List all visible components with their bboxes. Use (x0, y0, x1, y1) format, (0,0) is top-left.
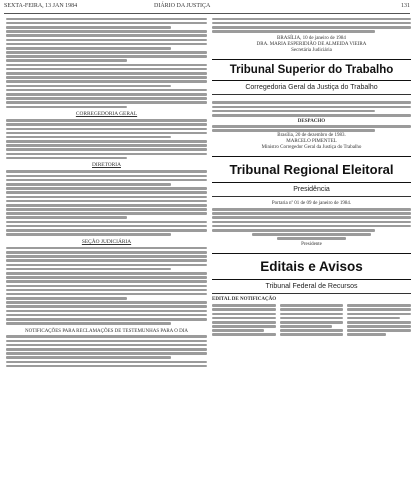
editais-columns (212, 303, 411, 338)
tst-title: Tribunal Superior do Trabalho (212, 59, 411, 81)
left-subhead-1: CORREGEDORIA GERAL (75, 111, 138, 118)
editais-section: Tribunal Federal de Recursos (212, 280, 411, 294)
tre-portaria: Portaria nº 01 de 09 de janeiro de 1984. (271, 201, 352, 207)
running-header (4, 3, 410, 14)
left-subhead-2: DIRETORIA (92, 162, 121, 169)
intro-signoff-date: BRASÍLIA, 10 de janeiro de 1984 (277, 35, 346, 41)
tst-signer-role: Ministro Corregedor Geral da Justiça do Trabalho (261, 145, 362, 151)
tre-sign-role: Presidente (301, 241, 322, 247)
editais-title: Editais e Avisos (212, 253, 411, 280)
tre-section: Presidência (212, 183, 411, 197)
left-subhead-3: SEÇÃO JUDICIÁRIA (81, 238, 132, 245)
tst-date: Brasília, 20 de dezembro de 1983. (277, 133, 346, 139)
tst-signer: MARCELO PIMENTEL (286, 139, 337, 145)
left-column (6, 16, 207, 369)
tst-despacho: DESPACHO (297, 118, 326, 124)
editais-sub: EDITAL DE NOTIFICAÇÃO (212, 296, 277, 302)
intro-signer: DRA. MARIA ESPERIDIÃO DE ALMEIDA VIEIRA (256, 41, 367, 47)
header-page-number: 131 (401, 3, 410, 9)
tst-section: Corregedoria Geral da Justiça do Trabalho (212, 81, 411, 95)
header-date: SEXTA-FEIRA, 13 JAN 1984 (4, 3, 78, 9)
left-footer-note: NOTIFICAÇÕES PARA RECLAMAÇÕES DE TESTEMUNHAS PARA O DIA (24, 328, 189, 334)
header-publication: DIÁRIO DA JUSTIÇA (154, 3, 211, 9)
intro-signer-role: Secretária Judiciária (291, 47, 332, 53)
right-column (212, 16, 411, 338)
tre-title: Tribunal Regional Eleitoral (212, 156, 411, 183)
